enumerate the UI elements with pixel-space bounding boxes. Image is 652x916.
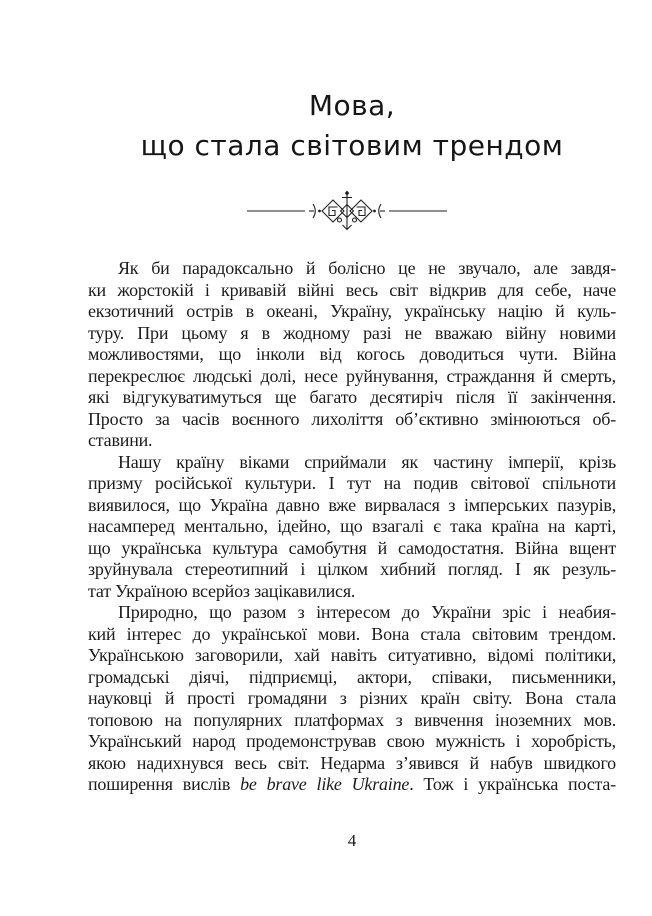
body-text (88, 258, 616, 796)
text-line: які відгукуватимуться ще багато десятиріч після її закінчення. (88, 387, 616, 407)
text-segment: поширення вислів (88, 774, 241, 794)
text-line: громадські діячі, підприємці, актори, співаки, письменники, (88, 666, 616, 687)
paragraph (88, 452, 616, 603)
text-line (88, 774, 616, 796)
chapter-title (88, 86, 616, 166)
text-line: що українська культура самобутня й самодостатня. Війна вщент (88, 537, 616, 558)
chapter-title-line1: Мова, (308, 89, 396, 122)
text-line: тат Україною всерйоз зацікавилися. (88, 580, 356, 601)
text-line: Як би парадоксально й болісно це не звучало, але завдя- (118, 258, 616, 278)
text-line: Природно, що разом з інтересом до України зріс і неабия- (118, 602, 616, 622)
text-line: науковці й прості громадяни з різних країн світу. Вона стала (88, 688, 616, 708)
text-line: Нашу країну віками сприймали як частину імперії, крізь (118, 451, 616, 472)
text-line: туру. При цьому я в жодному разі не вважаю війну новими (88, 322, 616, 343)
text-line: кий інтерес до української мови. Вона стала світовим трендом. (88, 623, 616, 644)
folk-ornament-icon (247, 189, 447, 233)
text-line: зруйнувала стереотипний і цілком хибний погляд. І як резуль- (88, 559, 616, 579)
text-line: можливостями, що інколи від когось доводиться чути. Війна (88, 344, 616, 364)
text-line: перекреслює людські долі, несе руйнування, страждання й смерть, (88, 365, 616, 386)
paragraph (88, 258, 616, 452)
italic-phrase: be brave like Ukraine (240, 774, 410, 794)
text-line: топовою на популярних платформах з вивчення іноземних мов. (88, 709, 616, 730)
paragraph (88, 602, 616, 796)
text-line: якою надихнувся весь світ. Недарма з’явився й набув швидкого (88, 752, 616, 773)
text-line: Український народ продемонстрував свою мужність і хоробрість, (88, 731, 616, 751)
text-line: ки жорстокій і кривавій війні весь світ відкрив для себе, наче (88, 279, 616, 300)
text-line: Українською заговорили, хай навіть ситуативно, відомі політики, (88, 645, 616, 665)
text-line: виявилося, що Україна давно вже вирвалася з імперських пазурів, (88, 494, 616, 515)
text-line: ставини. (88, 430, 153, 450)
text-line: призму російської культури. І тут на подив світової спільноти (88, 473, 616, 493)
ornamental-divider (247, 189, 447, 233)
chapter-title-line2: що стала світовим трендом (140, 129, 564, 162)
text-line: Просто за часів воєнного лихоліття об’єктивно змінюються об- (88, 408, 616, 429)
text-line: екзотичний острів в океані, Україну, українську націю й куль- (88, 301, 616, 321)
text-segment: . Тож і українська поста- (409, 774, 616, 794)
page-number: 4 (347, 831, 357, 850)
text-line: насамперед ментально, ідейно, що взагалі є така країна на карті, (88, 516, 616, 536)
